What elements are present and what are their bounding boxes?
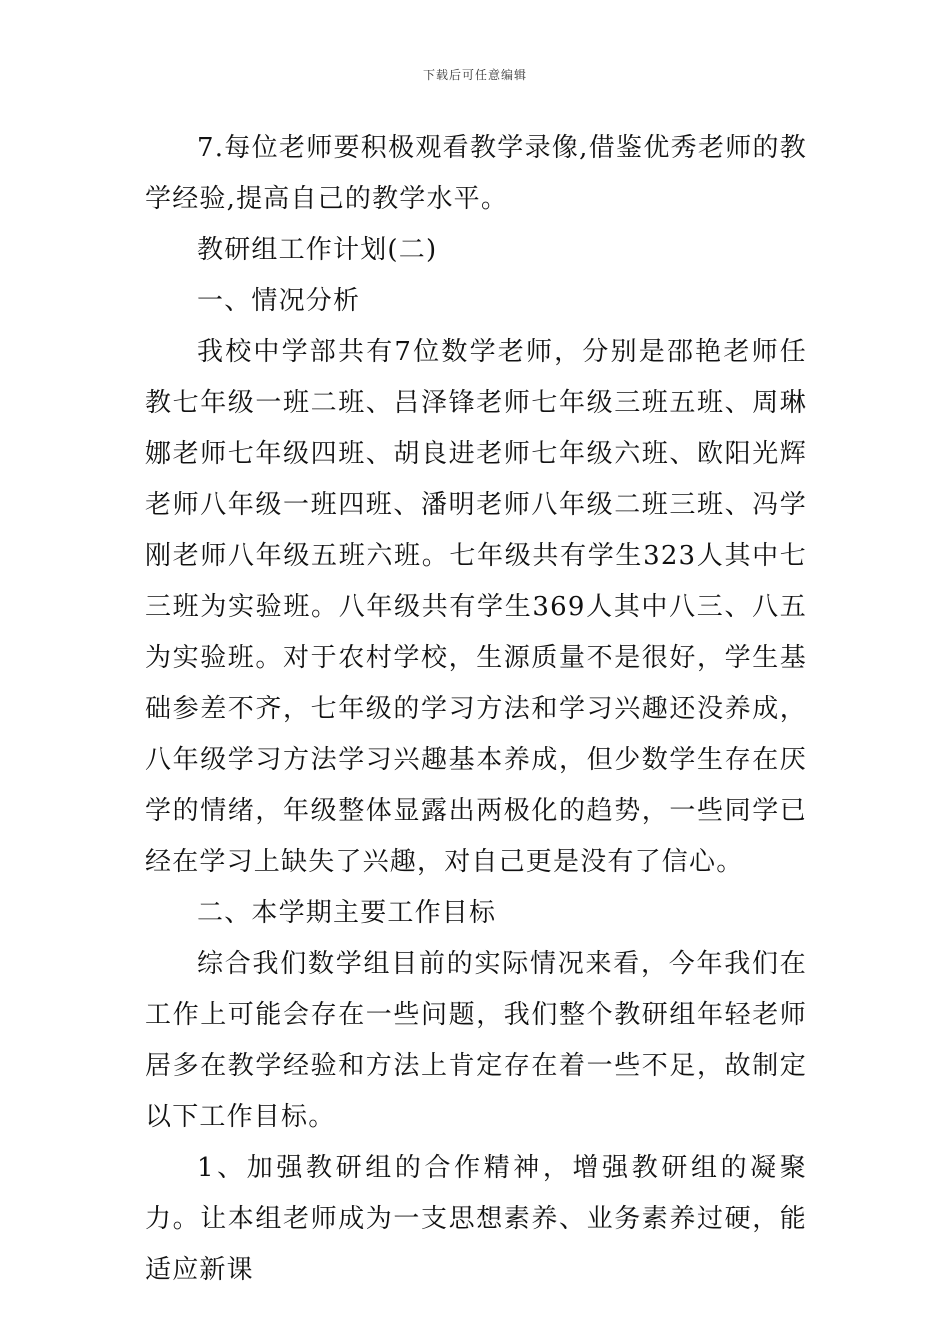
document-body [145,123,807,1296]
paragraph-item-7: 7.每位老师要积极观看教学录像,借鉴优秀老师的教学经验,提高自己的教学水平。 [145,133,807,214]
paragraph-goals-intro: 综合我们数学组目前的实际情况来看，今年我们在工作上可能会存在一些问题，我们整个教研组年轻老师居多在教学经验和方法上肯定存在着一些不足，故制定以下工作目标。 [145,949,807,1132]
section-title: 教研组工作计划(二) [197,235,438,265]
paragraph-situation: 我校中学部共有7位数学老师，分别是邵艳老师任教七年级一班二班、吕泽锋老师七年级三班五班、周琳娜老师七年级四班、胡良进老师七年级六班、欧阳光辉老师八年级一班四班、潘明老师八年级二班三班、冯学刚老师八年级五班六班。七年级共有学生323人其中七三班为实验班。八年级共有学生369人其中八三、八五为实验班。对于农村学校，生源质量不是很好，学生基础参差不齐，七年级的学习方法和学习兴趣还没养成，八年级学习方法学习兴趣基本养成，但少数学生存在厌学的情绪，年级整体显露出两极化的趋势，一些同学已经在学习上缺失了兴趣，对自己更是没有了信心。 [145,337,807,877]
page-header-note: 下载后可任意编辑 [422,68,527,82]
paragraph-goal-1: 1、加强教研组的合作精神，增强教研组的凝聚力。让本组老师成为一支思想素养、业务素养过硬，能适应新课 [145,1153,807,1285]
heading-situation-analysis: 一、情况分析 [197,286,361,316]
heading-work-goals: 二、本学期主要工作目标 [197,898,497,928]
